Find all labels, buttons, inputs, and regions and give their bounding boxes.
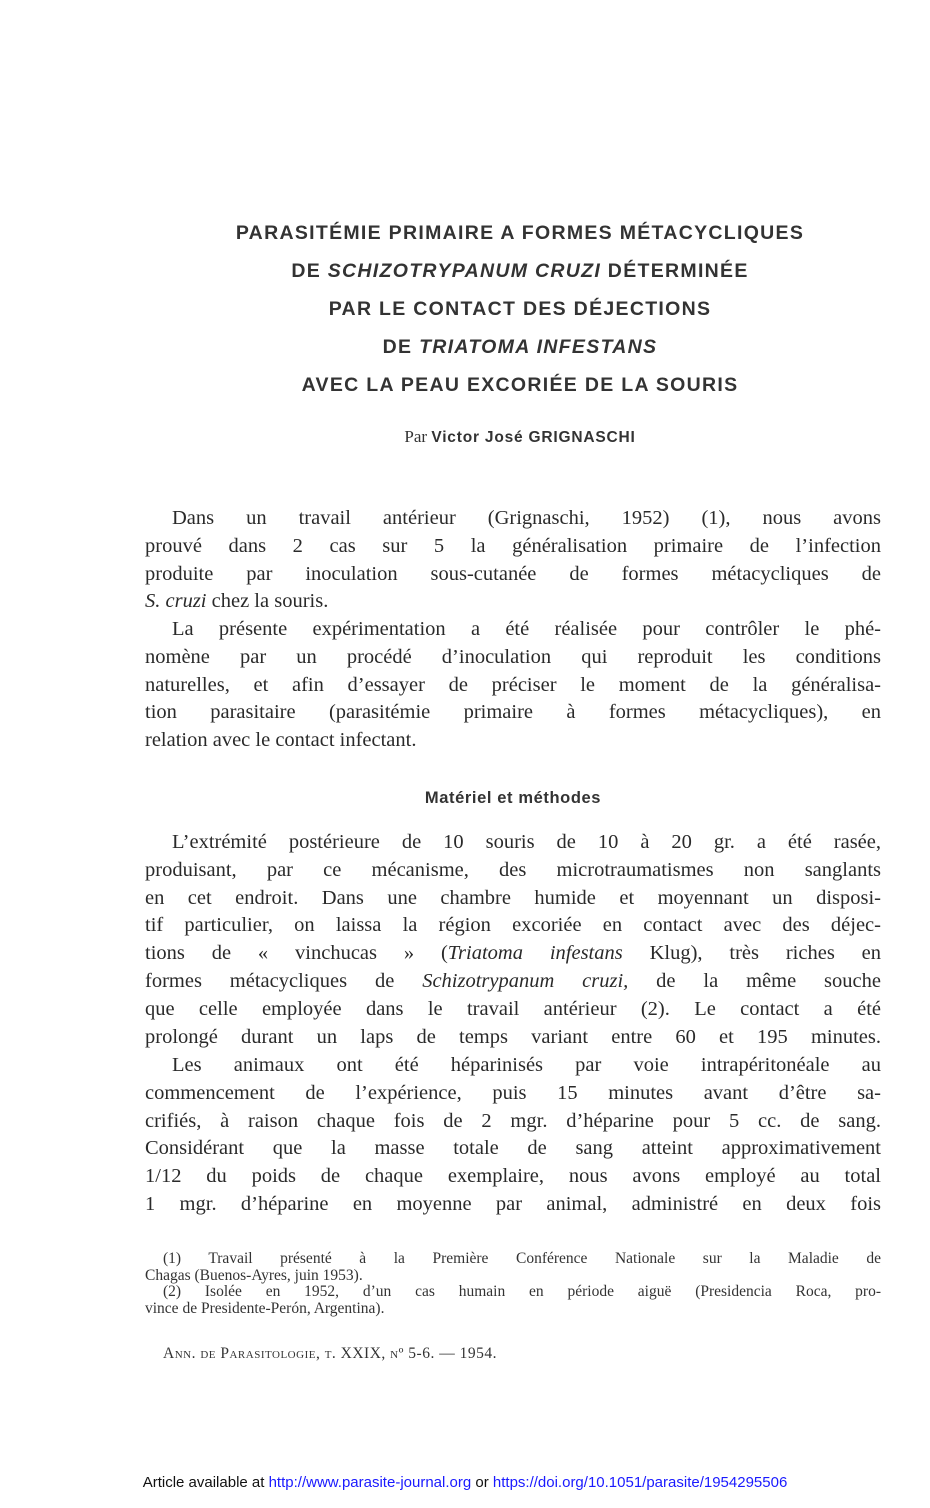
section-heading: Matériel et méthodes xyxy=(424,789,602,807)
footnote-2-cont: vince de Presidente-Perón, Argentina). xyxy=(145,1299,385,1317)
title-species-2: TRIATOMA INFESTANS xyxy=(419,336,658,358)
paragraph-1: Dans un travail antérieur (Grignaschi, 1952) (1), nous avons prouvé dans 2 cas sur 5 la généralisation primaire de l’infection produite par inoculation sous-cutanée de formes métacycliques de S. cruzi chez la souris. xyxy=(145,507,881,613)
article-title xyxy=(145,214,895,404)
paragraph-3: L’extrémité postérieure de 10 souris de 10 à 20 gr. a été rasée, produisant, par ce mécanisme, des microtraumatismes non sanglants en cet endroit. Dans une chambre humide et moyennant un disposi- tif particulier, on laissa la région excoriée en contact avec des déjec- tions de « vinchucas » (Triatoma infestans Klug), très riches en formes métacycliques de Schizotrypanum cruzi, de la même souche que celle employée dans le travail antérieur (2). Le contact a été prolongé durant un laps de temps variant entre 60 et 195 minutes. xyxy=(145,831,881,1048)
footnote-1: (1) Travail présenté à la Première Conférence Nationale sur la Maladie de xyxy=(163,1250,881,1267)
title-line-5: AVEC LA PEAU EXCORIÉE DE LA SOURIS xyxy=(301,374,739,396)
availability-footer: Article available at http://www.parasite-journal.org or https://doi.org/10.1051/parasite/1954295506 xyxy=(142,1474,788,1491)
paragraph-2: La présente expérimentation a été réalisée pour contrôler le phé- nomène par un procédé d’inoculation qui reproduit les conditions naturelles, et afin d’essayer de préciser le moment de la généralisa- tion parasitaire (parasitémie primaire à formes métacycliques), en relation avec le contact infectant. xyxy=(145,618,881,752)
footnote-2: (2) Isolée en 1952, d’un cas humain en période aiguë (Presidencia Roca, pro- xyxy=(163,1283,881,1300)
doi-link[interactable]: https://doi.org/10.1051/parasite/1954295506 xyxy=(492,1474,788,1491)
author-prefix: Par xyxy=(404,427,432,446)
title-line-3: PAR LE CONTACT DES DÉJECTIONS xyxy=(328,298,712,320)
journal-link[interactable]: http://www.parasite-journal.org xyxy=(268,1474,472,1491)
author-line xyxy=(145,427,895,447)
footnotes xyxy=(145,1251,881,1317)
paragraph-4: Les animaux ont été héparinisés par voie intrapéritonéale au commencement de l’expérience, puis 15 minutes avant d’être sa- crifiés, à raison chaque fois de 2 mgr. d’héparine pour 5 cc. de sang. Considérant que la masse totale de sang atteint approximativement 1/12 du poids de chaque exemplaire, nous avons employé au total 1 mgr. d’héparine en moyenne par animal, administré en deux fois xyxy=(145,1054,881,1215)
journal-reference: Ann. de Parasitologie, t. XXIX, nº 5-6. — 1954. xyxy=(163,1345,497,1362)
title-line-4: DE TRIATOMA INFESTANS xyxy=(382,336,658,358)
title-line-1: PARASITÉMIE PRIMAIRE A FORMES MÉTACYCLIQUES xyxy=(235,222,805,244)
title-line-2: DE SCHIZOTRYPANUM CRUZI DÉTERMINÉE xyxy=(291,260,749,282)
footnote-1-cont: Chagas (Buenos-Ayres, juin 1953). xyxy=(145,1266,363,1284)
author-name: Victor José GRIGNASCHI xyxy=(431,429,636,446)
title-species-1: SCHIZOTRYPANUM CRUZI xyxy=(327,260,602,282)
